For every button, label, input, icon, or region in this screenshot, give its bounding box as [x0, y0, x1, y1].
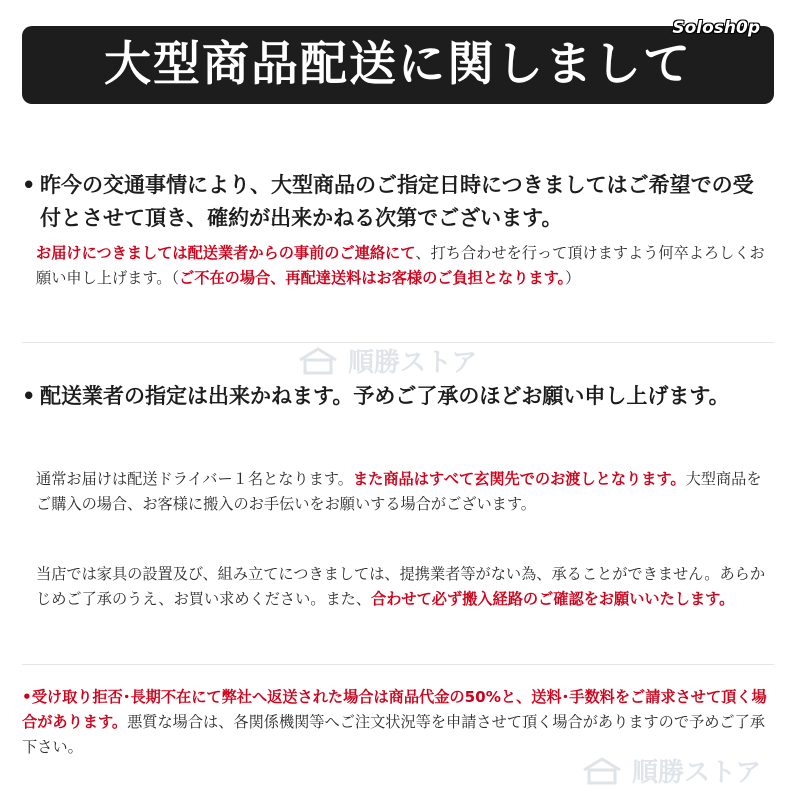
section3-text-1: 悪質な場合は、各関係機関等へご注文状況等を申請させて頂く場合がありますので予めご了承下さい。	[22, 713, 765, 756]
section2-heading	[22, 380, 762, 413]
section1-heading	[22, 169, 762, 235]
watermark-text: 順勝ストア	[348, 348, 478, 378]
title-banner	[22, 18, 774, 104]
section1-heading-text: 昨今の交通事情により、大型商品のご指定日時につきましてはご希望での受付とさせて頂き、確約が出来かねる次第でございます。	[40, 173, 754, 230]
section3-paragraph	[22, 685, 777, 760]
section2-heading-text: 配送業者の指定は出来かねます。予めご了承のほどお願い申し上げます。	[40, 384, 730, 408]
section1-text-1: 、打ち合わせを行って頂けますよう何卒よろしくお願い申し上げます。（	[36, 244, 765, 287]
bullet-icon: •	[22, 384, 36, 408]
store-logo-icon	[296, 346, 340, 376]
section2-paragraph-1	[36, 467, 776, 517]
divider	[22, 664, 774, 665]
banner-title: 大型商品配送に関しまして	[104, 37, 692, 92]
section2-text-1: 通常お届けは配送ドライバー１名となります。	[36, 470, 353, 488]
watermark	[296, 342, 477, 379]
section2-text-2: 大型商品をご購入の場合、お客様に搬入のお手伝いをお願いする場合がございます。	[36, 470, 762, 513]
section1-paragraph	[36, 241, 776, 291]
bullet-icon: •	[22, 688, 32, 706]
section1-red-1: お届けにつきましては配送業者からの事前のご連絡にて	[36, 244, 416, 262]
watermark	[580, 752, 761, 789]
bullet-icon: •	[22, 173, 36, 197]
section2-red-2: 合わせて必ず搬入経路のご確認をお願いいたします。	[371, 590, 735, 608]
section1-text-2: ）	[565, 269, 581, 287]
section1-red-2: ご不在の場合、再配達送料はお客様のご負担となります。	[179, 269, 566, 287]
section2-text-3: 当店では家具の設置及び、組み立てにつきましては、提携業者等がない為、承ることができません。あらかじめご了承のうえ、お買い求めください。また、	[36, 565, 765, 608]
brand-name: Solosh0p	[672, 18, 760, 38]
section3-red-1: 受け取り拒否･長期不在にて弊社へ返送された場合は商品代金の50%と、送料･手数料をご請求させて頂く場合があります。	[22, 688, 767, 731]
section2-paragraph-2	[36, 562, 776, 612]
store-logo-icon	[580, 756, 624, 786]
watermark-text: 順勝ストア	[632, 758, 762, 788]
section2-red-1: また商品はすべて玄関先でのお渡しとなります。	[352, 470, 686, 488]
